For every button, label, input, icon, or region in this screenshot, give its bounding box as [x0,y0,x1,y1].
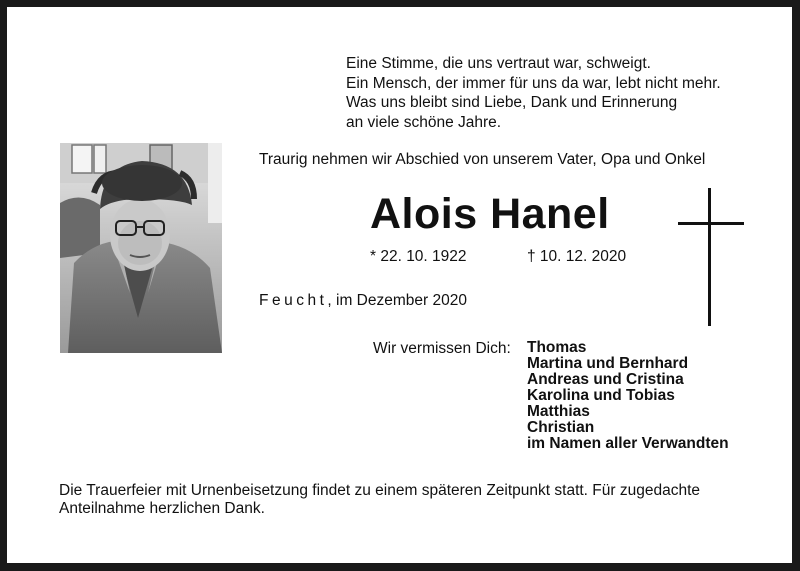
mourner-name: Thomas [527,339,587,356]
poem-line: an viele schöne Jahre. [346,113,502,131]
poem-line: Ein Mensch, der immer für uns da war, lebt nicht mehr. [346,74,721,92]
mourners-label: Wir vermissen Dich: [373,340,511,357]
mourner-name: Christian [527,419,595,436]
poem [346,54,766,132]
footer-text: Die Trauerfeier mit Urnenbeisetzung findet zu einem späteren Zeitpunkt statt. Für zugedachte Anteilnahme herzlichen Dank. [59,482,701,517]
mourner-name: Martina und Bernhard [527,355,689,372]
deceased-name: Alois Hanel [370,190,610,238]
mourners-list [527,340,729,452]
mourner-name: Matthias [527,403,590,420]
portrait-photo [60,143,222,353]
mourner-name: Andreas und Cristina [527,371,684,388]
intro-text: Traurig nehmen wir Abschied von unserem Vater, Opa und Onkel [259,151,706,168]
place-date-line [259,292,467,310]
death-date: † 10. 12. 2020 [527,248,627,265]
notice-date: , im Dezember 2020 [327,292,467,309]
town-name: Feucht [259,292,328,309]
poem-line: Eine Stimme, die uns vertraut war, schweigt. [346,55,651,72]
birth-date: * 22. 10. 1922 [370,248,467,265]
mourner-name: Karolina und Tobias [527,387,675,404]
portrait-image [60,143,222,353]
mourner-name: im Namen aller Verwandten [527,435,729,452]
poem-line: Was uns bleibt sind Liebe, Dank und Erinnerung [346,94,678,111]
latin-cross-icon [678,188,744,326]
